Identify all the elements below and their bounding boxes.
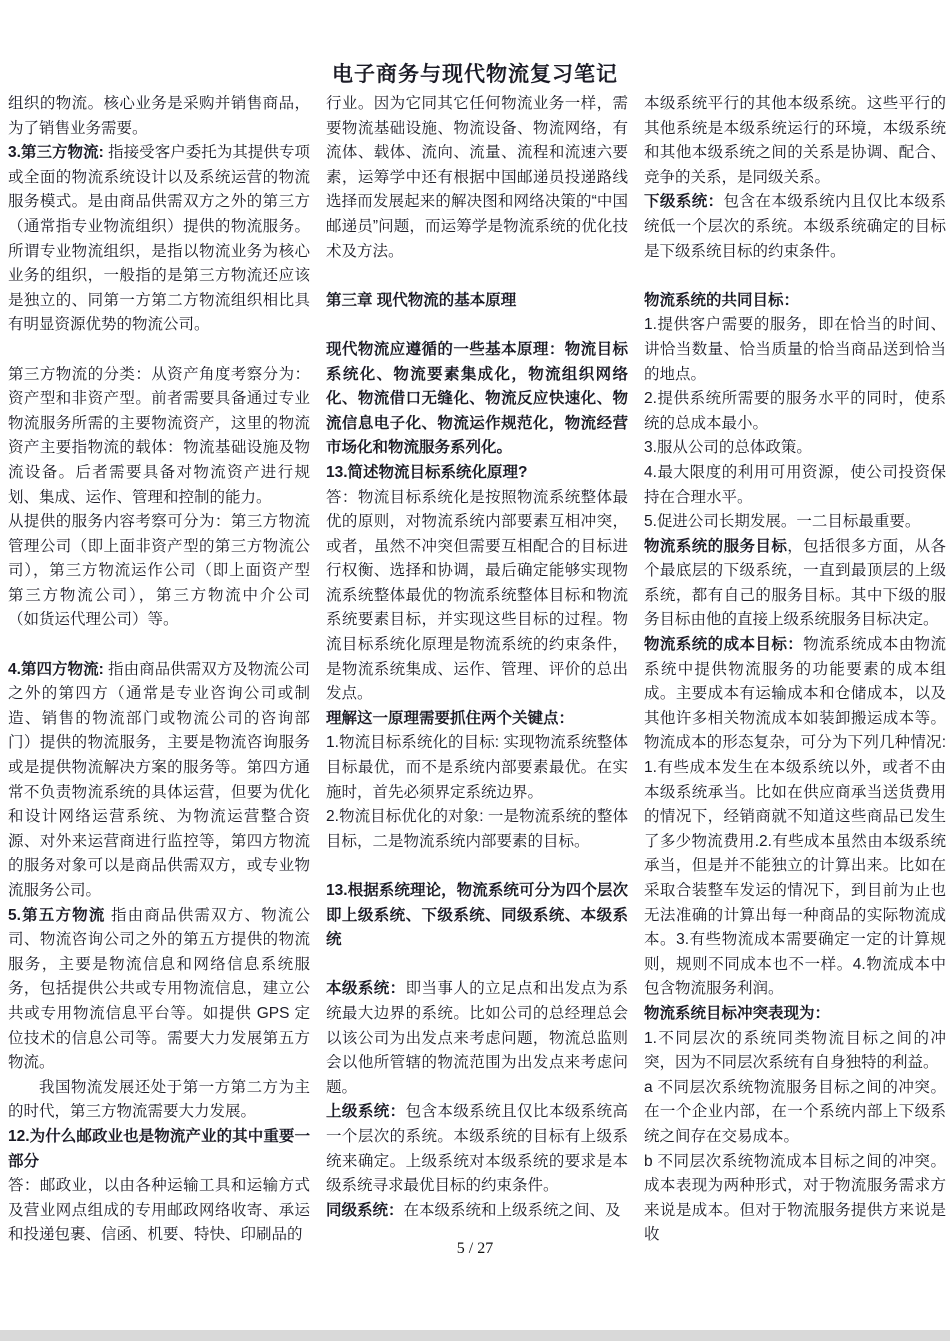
paragraph-spacer (326, 264, 628, 289)
term-lead: 5.第五方物流 (8, 906, 106, 924)
paragraph: 5.第五方物流 指由商品供需双方、物流公司、物流咨询公司之外的第五方提供的物流服务，主要是物流信息和网络信息系统服务，包括提供公共或专用物流信息，建立公共或专用物流信息平台等。如提供 GPS 定位技术的信息公司等。需要大力发展第五方物流。 (8, 906, 310, 1072)
bottom-bar (0, 1330, 950, 1341)
columns-container (0, 88, 950, 1248)
paragraph: 12.为什么邮政业也是物流产业的其中重要一部分 (8, 1127, 310, 1170)
paragraph: 物流系统的成本目标：物流系统成本由物流系统中提供物流服务的功能要素的成本组成。主要成本有运输成本和仓储成本，以及其他许多相关物流成本如装卸搬运成本等。物流成本的形态复杂，可分为下列几种情况: 1.有些成本发生在本级系统以外，或者不由本级系统承当。比如在供应商承当送货费用的情况下，经销商就不知道这些商品已发生了多少物流费用.2.有些成本虽然由本级系统承当，但是并不能独立的计算出来。比如在采取合装整车发运的情况下，到目前为止也无法准确的计算出每一种商品的实际物流成本。3.有些物流成本需要确定一定的计算规则，规则不同成本也不一样。4.物流成本中包含物流服务利润。 (644, 636, 946, 998)
paragraph: 现代物流应遵循的一些基本原理：物流目标系统化、物流要素集成化，物流组织网络化、物流借口无缝化、物流反应快速化、物流信息电子化、物流运作规范化，物流经营市场化和物流服务系列化。 (326, 340, 628, 457)
column-1 (8, 92, 310, 1248)
paragraph-spacer (8, 338, 310, 363)
paragraph-spacer (8, 633, 310, 658)
paragraph: 1.物流目标系统化的目标: 实现物流系统整体目标最优，而不是系统内部要素最优。在实施时，首先必须界定系统边界。 (326, 734, 628, 801)
paragraph: 5.促进公司长期发展。一二目标最重要。 (644, 513, 921, 531)
term-lead: 上级系统： (326, 1103, 406, 1121)
paragraph: 上级系统：包含本级系统且仅比本级系统高一个层次的系统。本级系统的目标有上级系统来确定。上级系统对本级系统的要求是本级系统寻求最优目标的约束条件。 (326, 1103, 628, 1195)
paragraph: 2.提供系统所需要的服务水平的同时，使系统的总成本最小。 (644, 390, 946, 432)
paragraph: 物流系统目标冲突表现为： (644, 1004, 831, 1022)
paragraph: 2.物流目标优化的对象: 一是物流系统的整体目标，二是物流系统内部要素的目标。 (326, 808, 628, 850)
column-2 (326, 92, 628, 1248)
term-lead: 3.第三方物流: (8, 144, 104, 162)
term-lead: 下级系统： (644, 193, 724, 211)
paragraph: 本级系统平行的其他本级系统。这些平行的其他系统是本级系统运行的环境，本级系统和其他本级系统之间的关系是协调、配合、竞争的关系，是同级关系。 (644, 95, 946, 186)
paragraph: 第三章 现代物流的基本原理 (326, 291, 517, 309)
paragraph: 1.不同层次的系统同类物流目标之间的冲突，因为不同层次系统有自身独特的利益。 (644, 1029, 946, 1072)
paragraph: 下级系统：包含在本级系统内且仅比本级系统低一个层次的系统。本级系统确定的目标是下级系统目标的约束条件。 (644, 193, 946, 260)
paragraph: 3.第三方物流: 指接受客户委托为其提供专项或全面的物流系统设计以及系统运营的物流服务模式。是由商品供需双方之外的第三方（通常指专业物流组织）提供的物流服务。所谓专业物流组织，是指以物流业务为核心业务的组织，一般指的是第三方物流还应该是独立的、同第一方第二方物流组织相比具有明显资源优势的物流公司。 (8, 144, 310, 334)
paragraph: 答：物流目标系统化是按照物流系统整体最优的原则，对物流系统内部要素互相冲突，或者，虽然不冲突但需要互相配合的目标进行权衡、选择和协调，最后确定能够实现物流系统整体最优的物流系统整体目标和物流系统要素目标，并实现这些目标的过程。物流目标系统化原理是物流系统的约束条件，是物流系统集成、运作、管理、评价的总出发点。 (326, 488, 628, 703)
paragraph: 从提供的服务内容考察可分为：第三方物流管理公司（即上面非资产型的第三方物流公司），第三方物流运作公司（即上面资产型第三方物流公司），第三方物流中介公司（如货运代理公司）等。 (8, 513, 310, 629)
paragraph: 1.提供客户需要的服务，即在恰当的时间、讲恰当数量、恰当质量的恰当商品送到恰当的地点。 (644, 316, 946, 383)
paragraph: 4.最大限度的利用可用资源，使公司投资保持在合理水平。 (644, 463, 946, 506)
paragraph: b 不同层次系统物流成本目标之间的冲突。成本表现为两种形式，对于物流服务需求方来说是成本。但对于物流服务提供方来说是收 (644, 1152, 946, 1244)
paragraph-spacer (644, 264, 946, 289)
paragraph: 答：邮政业，以由各种运输工具和运输方式及营业网点组成的专用邮政网络收寄、承运和投递包裹、信函、机要、特快、印刷品的 (8, 1177, 310, 1244)
paragraph: 4.第四方物流: 指由商品供需双方及物流公司之外的第四方（通常是专业咨询公司或制造、销售的物流部门或物流公司的咨询部门）提供的物流服务，主要是物流咨询服务或是提供物流解决方案的服务等。第四方通常不负责物流系统的具体运营，但要为优化和设计网络运营系统、为物流运营整合资源、对外来运营商进行监控等，第四方物流的服务对象可以是商品供需双方，或专业物流服务公司。 (8, 660, 310, 899)
paragraph: 组织的物流。核心业务是采购并销售商品，为了销售业务需要。 (8, 95, 310, 137)
paragraph-spacer (326, 313, 628, 338)
page-title: 电子商务与现代物流复习笔记 (332, 63, 618, 86)
column-3 (644, 92, 946, 1248)
paragraph: 物流系统的共同目标： (644, 291, 800, 309)
paragraph: 理解这一原理需要抓住两个关键点： (326, 709, 575, 727)
term-lead: 物流系统的服务目标 (644, 537, 788, 555)
term-lead: 同级系统： (326, 1201, 404, 1219)
paragraph: 行业。因为它同其它任何物流业务一样，需要物流基础设施、物流设备、物流网络，有流体、载体、流向、流量、流程和流速六要素，运筹学中还有根据中国邮递员投递路线选择而发展起来的解决图和网络决策的“中国邮递员”问题，而运筹学是物流系统的优化技术及方法。 (326, 95, 628, 260)
paragraph: 13.简述物流目标系统化原理? (326, 463, 528, 481)
paragraph: 物流系统的服务目标，包括很多方面，从各个最底层的下级系统，一直到最顶层的上级系统，都有自己的服务目标。其中下级的服务目标由他的直接上级系统服务目标决定。 (644, 537, 946, 629)
term-lead: 本级系统： (326, 980, 406, 998)
paragraph: 13.根据系统理论，物流系统可分为四个层次即上级系统、下级系统、同级系统、本级系统 (326, 882, 628, 949)
paragraph: 本级系统：即当事人的立足点和出发点为系统最大边界的系统。比如公司的总经理总会以该公司为出发点来考虑问题，物流总监则会以他所管辖的物流范围为出发点来考虑问题。 (326, 980, 628, 1096)
term-lead: 4.第四方物流: (8, 660, 104, 678)
paragraph: a 不同层次系统物流服务目标之间的冲突。在一个企业内部，在一个系统内部上下级系统之间存在交易成本。 (644, 1078, 946, 1145)
paragraph: 同级系统：在本级系统和上级系统之间、及 (326, 1201, 621, 1219)
paragraph: 我国物流发展还处于第一方第二方为主的时代，第三方物流需要大力发展。 (8, 1078, 310, 1121)
paragraph: 第三方物流的分类：从资产角度考察分为：资产型和非资产型。前者需要具备通过专业物流服务所需的主要物流资产，这里的物流资产主要指物流的载体：物流基础设施及物流设备。后者需要具备对物流资产进行规划、集成、运作、管理和控制的能力。 (8, 365, 310, 506)
paragraph-spacer (326, 854, 628, 879)
page-number: 5 / 27 (456, 1240, 494, 1257)
term-lead: 物流系统的成本目标： (644, 636, 804, 654)
paragraph-spacer (326, 953, 628, 978)
paragraph: 3.服从公司的总体政策。 (644, 439, 812, 457)
